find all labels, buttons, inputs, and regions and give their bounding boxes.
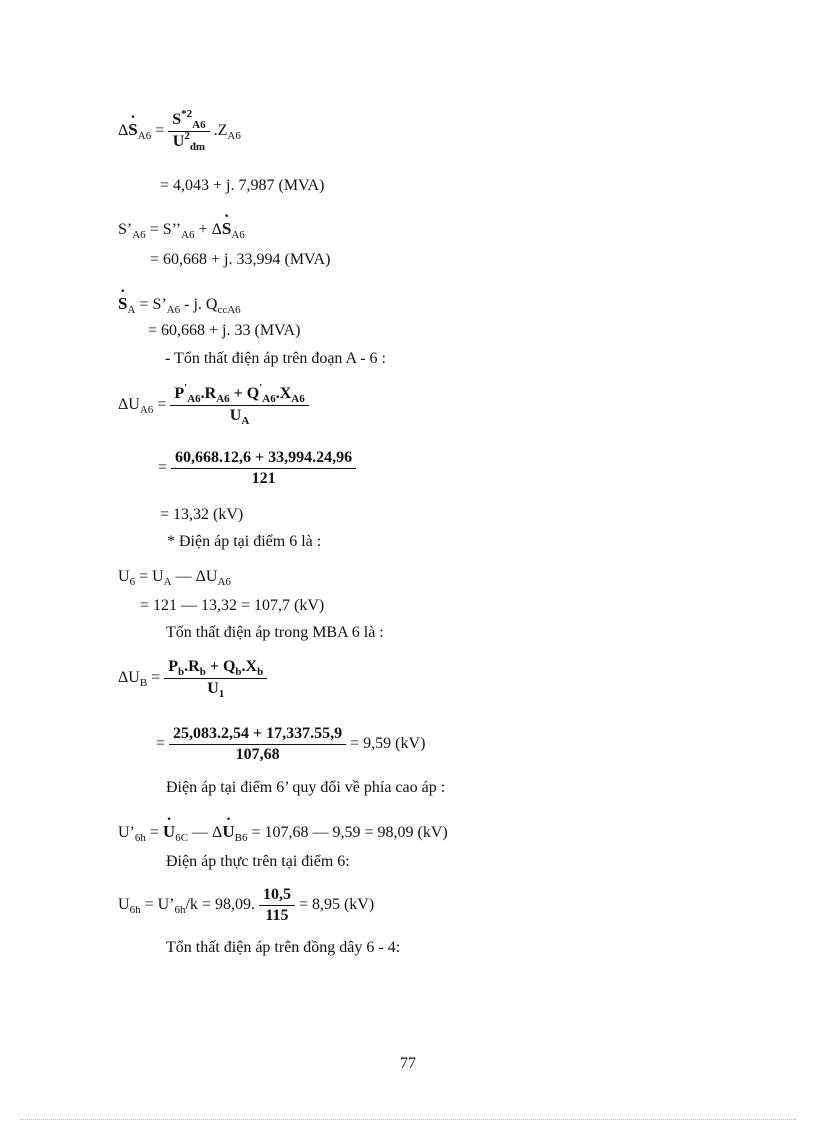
subscript: B6	[234, 832, 248, 844]
term: .R	[200, 385, 217, 402]
denominator: 107,68	[235, 746, 280, 763]
subscript: A6	[137, 130, 152, 143]
equation-u-6h	[118, 885, 374, 926]
term: = S’’	[145, 221, 182, 238]
subscript: ccA6	[217, 304, 241, 316]
u-symbol: U	[128, 669, 140, 687]
section-heading-loss-mba6: Tổn thất điện áp trong MBA 6 là :	[166, 624, 384, 641]
term: U	[118, 896, 130, 914]
subscript: b	[199, 666, 206, 678]
subscript: 1	[218, 688, 225, 700]
term: = U	[135, 568, 164, 585]
subscript: 6h	[134, 832, 146, 844]
term: U	[205, 568, 218, 585]
equals-sign: =	[153, 396, 167, 414]
subscript: 6h	[174, 904, 186, 917]
superscript: '	[184, 382, 188, 394]
term: .R	[184, 658, 200, 675]
subscript: 6C	[175, 832, 189, 844]
subscript: 6	[129, 576, 136, 588]
page-number: 77	[400, 1055, 416, 1072]
numerator: 10,5	[259, 885, 295, 906]
delta-symbol: Δ	[195, 568, 206, 585]
denominator: 121	[251, 470, 276, 487]
section-heading-loss-a6: - Tổn thất điện áp trên đoạn A - 6 :	[165, 350, 386, 367]
subscript: A6	[262, 393, 276, 405]
fraction-power-loss	[170, 384, 308, 427]
z-term: .Z	[213, 122, 228, 140]
result-s-a: = 60,668 + j. 33 (MVA)	[148, 322, 301, 339]
result-delta-u-a6: = 13,32 (kV)	[160, 506, 244, 523]
delta-symbol: Δ	[212, 824, 223, 841]
equation-u6	[118, 567, 231, 588]
term: P	[168, 658, 179, 675]
result: = 8,95 (kV)	[298, 896, 375, 914]
term: /k = 98,09.	[185, 896, 259, 914]
subscript: A6	[192, 119, 206, 131]
subscript: A6	[132, 229, 146, 241]
term: .X	[275, 385, 292, 402]
u-dot-symbol: · U	[222, 822, 234, 842]
equals-sign: =	[158, 459, 168, 477]
section-heading-actual-voltage: Điện áp thực trên tại điểm 6:	[166, 853, 350, 870]
subscript: A6	[139, 404, 154, 417]
numerator-s: S	[172, 111, 182, 128]
term: U	[229, 407, 242, 424]
section-heading-loss-6-4: Tổn thất điện áp trên đồng dây 6 - 4:	[166, 939, 401, 956]
result-u6: = 121 — 13,32 = 107,7 (kV)	[140, 597, 325, 614]
plus-sign: +	[194, 221, 212, 238]
superscript: *2	[181, 108, 193, 120]
s-dot-symbol: · S	[118, 294, 127, 314]
subscript: A6	[181, 229, 195, 241]
result-s-prime-a6: = 60,668 + j. 33,994 (MVA)	[150, 251, 331, 268]
denominator: 115	[265, 907, 289, 924]
equals-sign: =	[156, 735, 166, 753]
term: + Q	[229, 385, 260, 402]
term: U	[207, 680, 219, 697]
subscript: A6	[227, 130, 241, 143]
equation-delta-u-b-values	[156, 724, 425, 765]
equals-sign: =	[155, 122, 165, 140]
equals-sign: =	[145, 824, 163, 841]
term: + Q	[205, 658, 236, 675]
result-delta-s-a6: = 4,043 + j. 7,987 (MVA)	[160, 177, 325, 194]
equation-delta-u-a6-values	[158, 448, 356, 489]
page-border-dotted	[20, 1119, 796, 1120]
subscript: A	[241, 415, 250, 427]
fraction-transformer-loss	[164, 657, 267, 700]
superscript: 2	[184, 130, 190, 142]
equation-delta-s-a6	[118, 110, 241, 153]
result: = 9,59 (kV)	[350, 735, 426, 753]
equals-sign: =	[147, 669, 161, 687]
term: S’	[118, 221, 133, 238]
delta-symbol: Δ	[118, 122, 129, 140]
subscript: 6h	[129, 904, 141, 917]
subscript: b	[178, 666, 185, 678]
term: = S’	[135, 296, 167, 313]
term: .X	[241, 658, 258, 675]
equation-u-prime-6h	[118, 822, 448, 844]
term: P	[174, 385, 185, 402]
subscript: b	[257, 666, 264, 678]
numerator: 25,083.2,54 + 17,337.55,9	[169, 724, 346, 745]
subscript: A6	[216, 393, 230, 405]
subscript: b	[235, 666, 242, 678]
section-heading-voltage-6: * Điện áp tại điểm 6 là :	[167, 533, 322, 550]
s-dot-symbol: · S	[222, 219, 231, 239]
subscript: B	[139, 677, 148, 690]
numerator: 60,668.12,6 + 33,994.24,96	[171, 448, 356, 469]
subscript: A6	[187, 393, 201, 405]
delta-symbol: Δ	[118, 396, 129, 414]
subscript: A6	[217, 576, 231, 588]
subscript: A	[127, 304, 136, 316]
equation-delta-u-a6	[118, 384, 309, 427]
result: = 107,68 — 9,59 = 98,09 (kV)	[247, 824, 448, 841]
minus-sign: —	[171, 568, 196, 585]
section-heading-voltage-6-prime: Điện áp tại điểm 6’ quy đổi về phía cao áp :	[166, 779, 446, 796]
superscript: '	[259, 382, 263, 394]
subscript: A	[163, 576, 172, 588]
u-symbol: U	[128, 396, 140, 414]
term: = U’	[140, 896, 175, 914]
minus-sign: —	[188, 824, 213, 841]
fraction-ratio	[259, 885, 295, 926]
term: U	[118, 568, 130, 585]
subscript: đm	[189, 141, 206, 153]
subscript: A6	[166, 304, 181, 316]
subscript: A6	[231, 229, 245, 241]
term: U’	[118, 824, 135, 841]
fraction-values	[169, 724, 346, 765]
s-dot-symbol: · S	[128, 120, 137, 140]
fraction-values	[171, 448, 356, 489]
equation-s-a	[118, 294, 241, 316]
equation-delta-u-b	[118, 657, 267, 700]
delta-symbol: Δ	[118, 669, 129, 687]
u-dot-symbol: · U	[163, 822, 175, 842]
subscript: A6	[291, 393, 305, 405]
term: - j. Q	[180, 296, 218, 313]
delta-symbol: Δ	[211, 221, 222, 238]
fraction-s2-over-u2	[168, 110, 209, 153]
denominator-u: U	[172, 133, 185, 150]
equation-s-prime-a6	[118, 219, 245, 241]
